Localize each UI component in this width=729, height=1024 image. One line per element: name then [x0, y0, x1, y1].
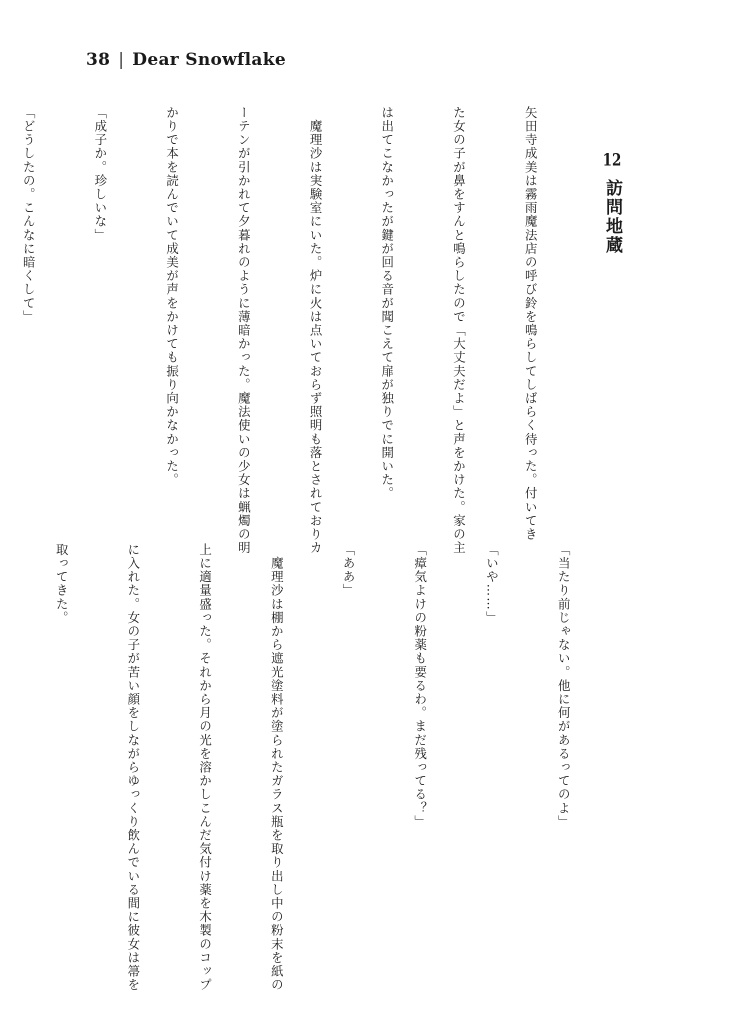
text-line: 「ああ」 — [341, 543, 357, 598]
page-number: 38 — [86, 50, 111, 70]
text-line: に入れた。女の子が苦い顔をしながらゆっくり飲んでいる間に彼女は箒を — [125, 543, 141, 992]
text-line: 魔理沙は実験室にいた。炉に火は点いておらず照明も落とされておりカ — [308, 106, 324, 555]
text-line: 「瘴気よけの粉薬も要るわ。まだ残ってる？」 — [412, 543, 428, 829]
chapter-title: 訪問地蔵 — [602, 179, 622, 255]
text-line: は出てこなかったが鍵が回る音が聞こえて扉が独りでに開いた。 — [379, 106, 395, 501]
book-title: Dear Snowflake — [132, 50, 286, 70]
chapter-heading — [600, 152, 625, 255]
chapter-number: 12 — [602, 152, 622, 169]
text-line: 魔理沙は棚から遮光塗料が塗られたガラス瓶を取り出し中の粉末を紙の — [269, 543, 285, 992]
text-line: 「成子か。珍しいな」 — [92, 106, 108, 242]
text-line: 「当たり前じゃない。他に何があるってのよ」 — [556, 543, 572, 829]
header-separator: | — [118, 50, 125, 70]
text-line: 上に適量盛った。それから月の光を溶かしこんだ気付け薬を木製のコップ — [197, 543, 213, 992]
text-line: 「いや……」 — [484, 543, 500, 625]
text-line: た女の子が鼻をすんと鳴らしたので「大丈夫だよ」と声をかけた。家の主 — [451, 106, 467, 555]
text-line: ーテンが引かれて夕暮れのように薄暗かった。魔法使いの少女は蝋燭の明 — [236, 106, 252, 555]
text-line: 取ってきた。 — [54, 543, 70, 625]
text-line: かりで本を読んでいて成美が声をかけても振り向かなかった。 — [164, 106, 180, 487]
text-line: 矢田寺成美は霧雨魔法店の呼び鈴を鳴らしてしばらく待った。付いてき — [523, 106, 539, 542]
text-line — [0, 543, 1, 943]
running-header — [86, 50, 286, 70]
text-line: 「どうしたの。こんなに暗くして」 — [21, 106, 37, 324]
text-block-top — [0, 106, 590, 555]
text-block-bottom — [0, 543, 623, 992]
